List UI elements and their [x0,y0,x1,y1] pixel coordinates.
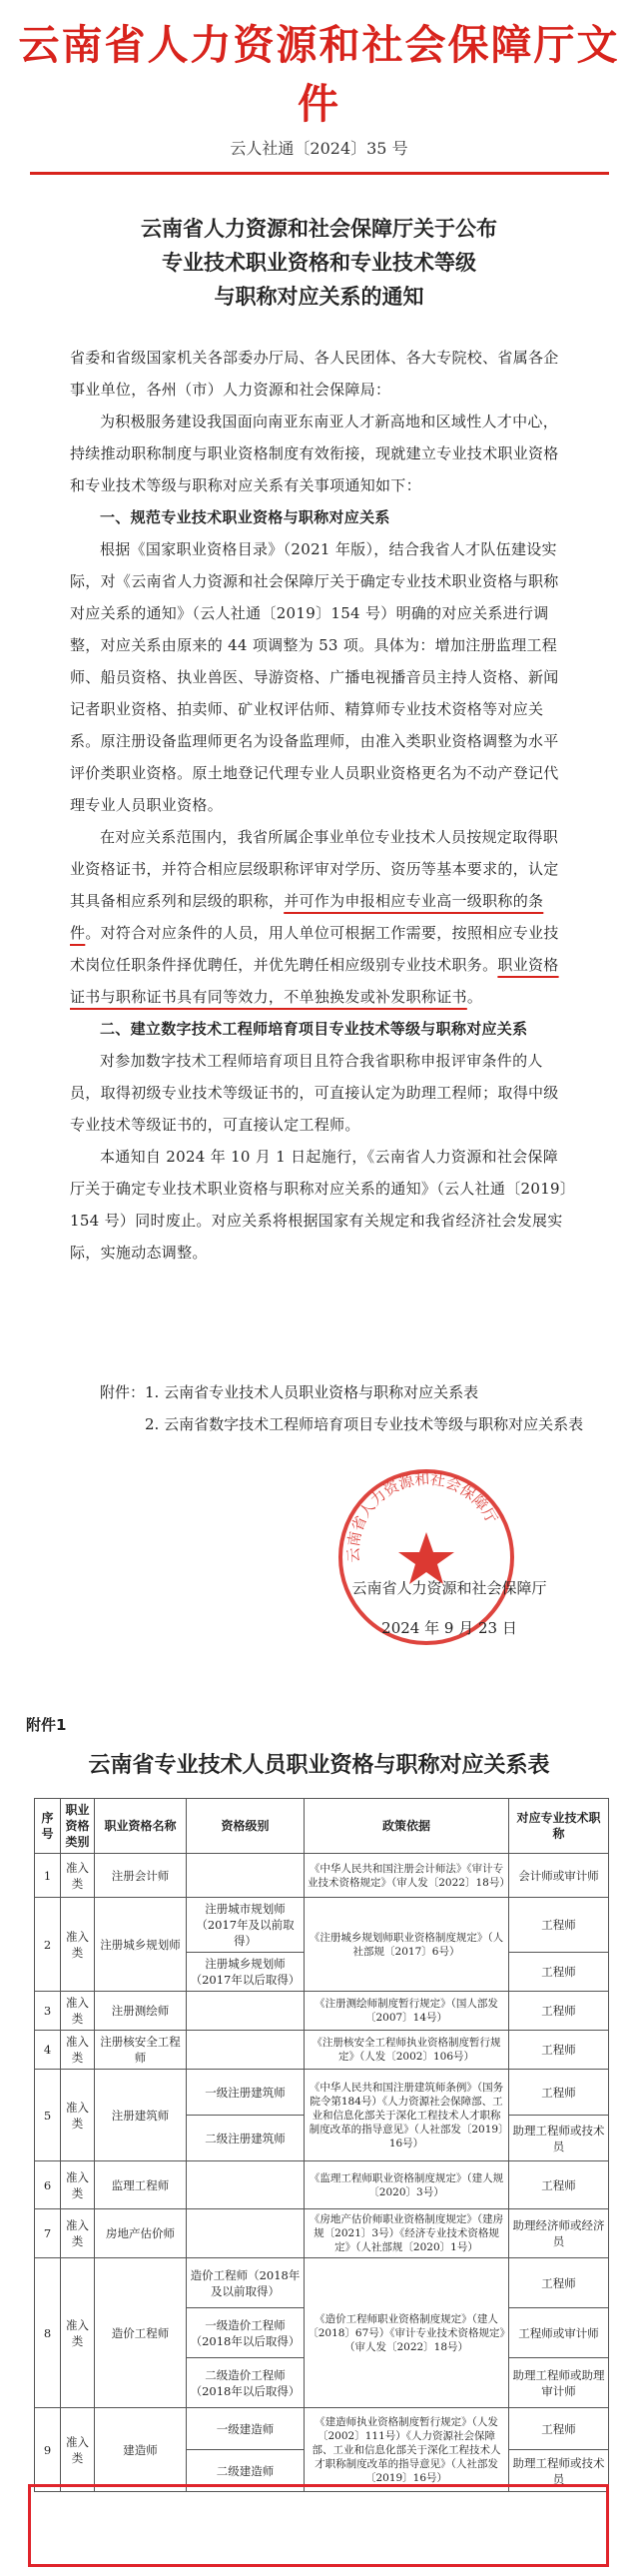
cell-name: 房地产估价师 [95,2209,187,2258]
cell-type: 准入类 [61,1898,95,1992]
attachment-item[interactable] [70,1408,584,1440]
cell-title: 助理工程师或技术员 [509,2450,609,2492]
cell-level: 二级注册建筑师 [187,2116,305,2161]
cell-level [187,1854,305,1898]
table-row [35,2070,609,2116]
table-header-row [35,1799,609,1854]
cell-level: 造价工程师（2018年及以前取得） [187,2258,305,2308]
col-header-level: 资格级别 [187,1799,305,1854]
underlined-clause-2: 职业资格证书与职称证书具有同等效力，不单独换发或补发职称证书 [70,956,559,1006]
cell-level [187,2209,305,2258]
document-number: 云人社通〔2024〕35 号 [230,139,408,158]
document-header: 云南省人力资源和社会保障厅文件 [18,21,620,128]
cell-level [187,1992,305,2031]
cell-policy: 《房地产估价师职业资格制度规定》（建房规〔2021〕3号）《经济专业技术资格规定》（人社部规〔2020〕1号） [305,2209,509,2258]
attachments-label: 附件： [100,1383,146,1401]
paragraph-2-text-e: 。 [466,988,483,1006]
cell-no: 6 [35,2161,61,2209]
table-row [35,2161,609,2209]
cell-type: 准入类 [61,1854,95,1898]
cell-title: 工程师 [509,1898,609,1953]
table-row [35,1898,609,1953]
cell-policy: 《监理工程师职业资格制度规定》（建人规〔2020〕3号） [305,2161,509,2209]
cell-title: 工程师 [509,2031,609,2070]
cell-level [187,2031,305,2070]
cell-name: 注册测绘师 [95,1992,187,2031]
cell-title: 工程师 [509,2161,609,2209]
table-row [35,1854,609,1898]
cell-title: 工程师或审计师 [509,2308,609,2358]
attachment-2-title: 2. 云南省数字技术工程师培育项目专业技术等级与职称对应关系表 [145,1415,584,1433]
cell-policy: 《注册核安全工程师执业资格制度暂行规定》（人发〔2002〕106号） [305,2031,509,2070]
notice-title [0,212,638,314]
cell-title: 工程师 [509,2408,609,2450]
table-row [35,2408,609,2450]
attachment-1-title: 1. 云南省专业技术人员职业资格与职称对应关系表 [145,1383,479,1401]
cell-title: 助理经济师或经济员 [509,2209,609,2258]
signature-block [300,1568,599,1648]
svg-text:云南省人力资源和社会保障厅: 云南省人力资源和社会保障厅 [343,1469,501,1563]
cell-policy: 《造价工程师职业资格制度规定》（建人〔2018〕67号）《审计专业技术资格规定》（审人发〔2022〕18号） [305,2258,509,2408]
cell-type: 准入类 [61,2258,95,2408]
cell-type: 准入类 [61,1992,95,2031]
paragraph-2-text-a: 在对应关系范围内，我省所属企事业单位专业技术人员按规定取得职业资格证书，并符合相应层级职称评审对学历、资历等基本要求的，认定其具备相应系列和层级的职称， [70,828,559,910]
cell-type: 准入类 [61,2070,95,2161]
cell-policy: 《中华人民共和国注册会计师法》《审计专业技术资格规定》（审人发〔2022〕18号） [305,1854,509,1898]
annex-title: 云南省专业技术人员职业资格与职称对应关系表 [88,1753,550,1778]
cell-no: 5 [35,2070,61,2161]
section-2-title: 二、建立数字技术工程师培育项目专业技术等级与职称对应关系 [100,1020,528,1038]
title-line: 专业技术职业资格和专业技术等级 [162,251,476,275]
attachment-item[interactable] [70,1376,569,1408]
table-row [35,2209,609,2258]
cell-policy: 《建造师执业资格制度暂行规定》（人发〔2002〕111号）《人力资源社会保障部、工业和信息化部关于深化工程技术人才职称制度改革的指导意见》（人社部发〔2019〕16号） [305,2408,509,2492]
cell-title: 工程师 [509,1953,609,1992]
cell-policy: 《注册城乡规划师职业资格制度规定》（人社部规〔2017〕6号） [305,1898,509,1992]
table-row [35,2258,609,2308]
paragraph-4: 本通知自 2024 年 10 月 1 日起施行，《云南省人力资源和社会保障厅关于确定专业技术职业资格与职称对应关系的通知》（云人社通〔2019〕154 号）同时废止。对应关系将根据国家有关规定和我省经济社会发展实际，实施动态调整。 [70,1148,568,1262]
cell-type: 准入类 [61,2408,95,2492]
cell-type: 准入类 [61,2209,95,2258]
cell-no: 1 [35,1854,61,1898]
recipients: 省委和省级国家机关各部委办厅局、各人民团体、各大专院校、省属各企事业单位，各州（市）人力资源和社会保障局： [70,349,559,399]
cell-title: 工程师 [509,2070,609,2116]
underlined-clause-1: 并可作为申报相应专业高一级职称的条件 [70,892,544,942]
signature-date: 2024 年 9 月 23 日 [381,1619,517,1637]
cell-name: 注册城乡规划师 [95,1898,187,1992]
paragraph-2-text-c: 。对符合对应条件的人员，用人单位可根据工作需要，按照相应专业技术岗位任职条件择优聘任，并优先聘任相应级别专业技术职务。 [70,924,559,974]
attachments-list [70,1376,584,1440]
cell-policy: 《注册测绘师制度暂行规定》（国人部发〔2007〕14号） [305,1992,509,2031]
highlight-box [28,2484,609,2567]
cell-no: 3 [35,1992,61,2031]
cell-type: 准入类 [61,2161,95,2209]
cell-level: 一级造价工程师（2018年以后取得） [187,2308,305,2358]
cell-level: 二级造价工程师（2018年以后取得） [187,2358,305,2408]
cell-level: 注册城市规划师（2017年及以前取得） [187,1898,305,1953]
col-header-policy: 政策依据 [305,1799,509,1854]
cell-title: 助理工程师或技术员 [509,2116,609,2161]
col-header-name: 职业资格名称 [95,1799,187,1854]
cell-policy: 《中华人民共和国注册建筑师条例》（国务院令第184号）《人力资源社会保障部、工业和信息化部关于深化工程技术人才职称制度改革的指导意见》（人社部发〔2019〕16号） [305,2070,509,2161]
cell-title: 工程师 [509,2258,609,2308]
cell-level: 注册城乡规划师（2017年以后取得） [187,1953,305,1992]
cell-no: 4 [35,2031,61,2070]
section-1-title: 一、规范专业技术职业资格与职称对应关系 [100,508,390,526]
cell-title: 会计师或审计师 [509,1854,609,1898]
annex-label: 附件1 [26,1716,67,1734]
cell-name: 注册核安全工程师 [95,2031,187,2070]
paragraph-1: 根据《国家职业资格目录》（2021 年版），结合我省人才队伍建设实际，对《云南省人力资源和社会保障厅关于确定专业技术职业资格与职称对应关系的通知》（云人社通〔2019〕154 号）明确的对应关系进行调整，对应关系由原来的 44 项调整为 53 项。具体为：增加注册监理工程师、船员资格、执业兽医、导游资格、广播电视播音员主持人资格、新闻记者职业资格、拍卖师、矿业权评估师、精算师专业技术资格等对应关系。原注册设备监理师更名为设备监理师，由准入类职业资格调整为水平评价类职业资格。原土地登记代理专业人员职业资格更名为不动产登记代理专业人员职业资格。 [70,540,559,814]
table-row [35,1992,609,2031]
cell-type: 准入类 [61,2031,95,2070]
paragraph-2 [70,821,569,1013]
cell-name: 注册建筑师 [95,2070,187,2161]
cell-name: 监理工程师 [95,2161,187,2209]
cell-no: 8 [35,2258,61,2408]
intro-paragraph: 为积极服务建设我国面向南亚东南亚人才新高地和区域性人才中心，持续推动职称制度与职业资格制度有效衔接，现就建立专业技术职业资格和专业技术等级与职称对应关系有关事项通知如下： [70,413,559,494]
cell-level [187,2161,305,2209]
cell-name: 建造师 [95,2408,187,2492]
cell-level: 二级建造师 [187,2450,305,2492]
red-divider [30,172,609,175]
cell-name: 造价工程师 [95,2258,187,2408]
cell-level: 一级建造师 [187,2408,305,2450]
title-line: 与职称对应关系的通知 [214,285,424,309]
cell-no: 9 [35,2408,61,2492]
col-header-type: 职业资格类别 [61,1799,95,1854]
title-line: 云南省人力资源和社会保障厅关于公布 [141,217,497,241]
cell-title: 助理工程师或助理审计师 [509,2358,609,2408]
cell-no: 7 [35,2209,61,2258]
col-header-no: 序号 [35,1799,61,1854]
cell-title: 工程师 [509,1992,609,2031]
table-body [35,1854,609,2492]
cell-level: 一级注册建筑师 [187,2070,305,2116]
col-header-title: 对应专业技术职称 [509,1799,609,1854]
notice-body [70,342,569,1269]
cell-name: 注册会计师 [95,1854,187,1898]
signature-org: 云南省人力资源和社会保障厅 [351,1579,547,1597]
table-row [35,2031,609,2070]
mapping-table [34,1798,609,2492]
cell-no: 2 [35,1898,61,1992]
paragraph-3: 对参加数字技术工程师培育项目且符合我省职称申报评审条件的人员，取得初级专业技术等级证书的，可直接认定为助理工程师；取得中级专业技术等级证书的，可直接认定工程师。 [70,1052,559,1134]
